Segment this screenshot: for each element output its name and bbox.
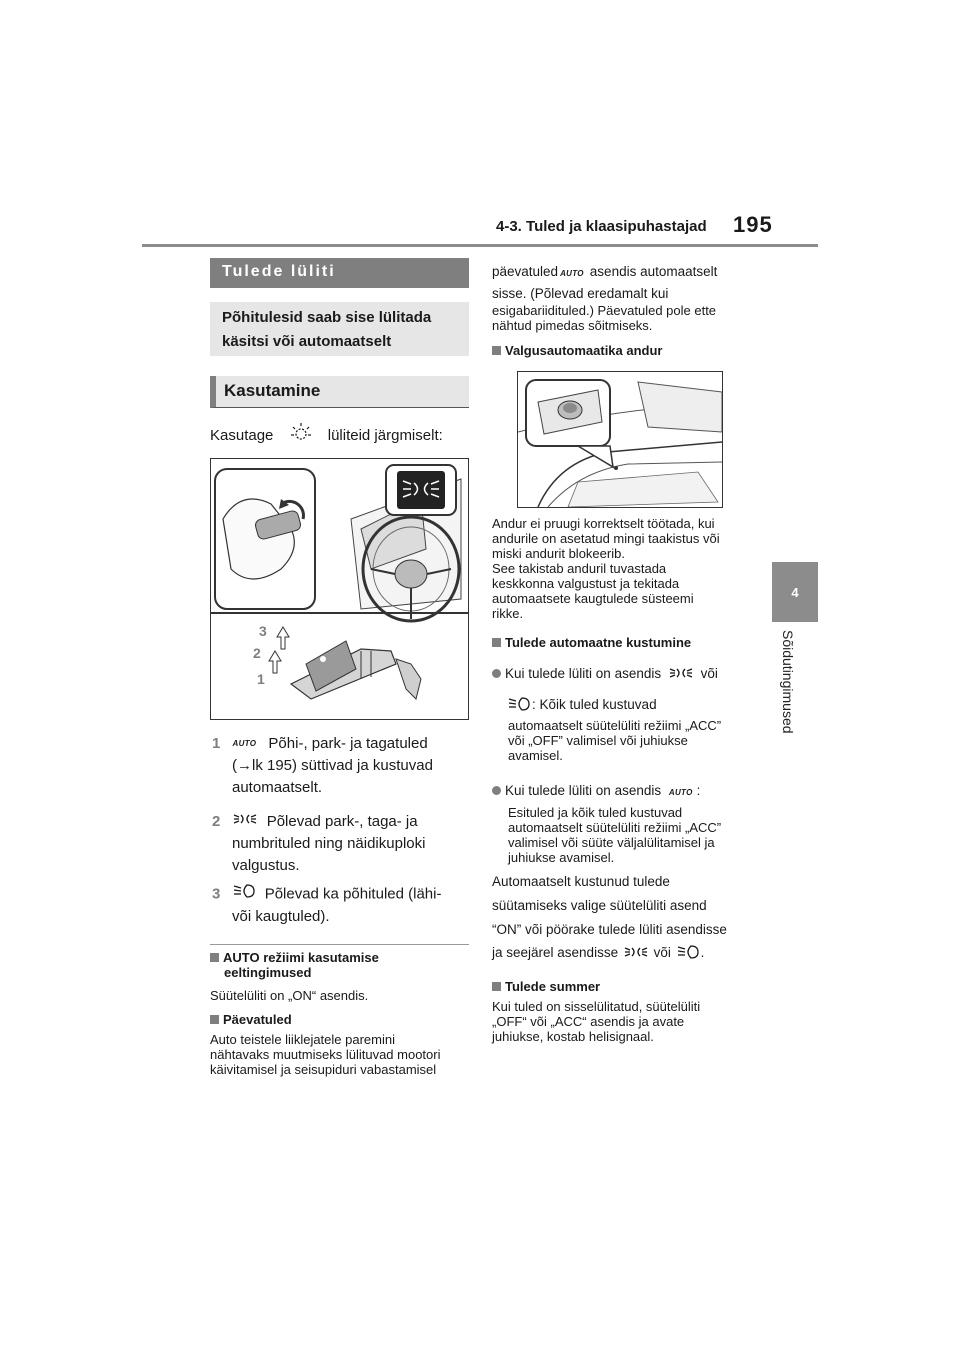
buzzer-heading-text: Tulede summer bbox=[505, 979, 601, 994]
light-switch-icon bbox=[290, 422, 312, 450]
bullet-1-line1 bbox=[492, 666, 762, 683]
page-number: 195 bbox=[733, 212, 773, 237]
item-1-line2: (→lk 195) süttivad ja kustuvad bbox=[232, 757, 433, 775]
sensor-line7: rikke. bbox=[492, 606, 524, 621]
bullet2-text-a: Kui tulede lüliti on asendis bbox=[505, 783, 662, 798]
topic-subtitle: Põhitulesid saab sise lülitada käsitsi või automaatselt bbox=[210, 302, 469, 356]
buzzer-heading bbox=[492, 979, 600, 994]
chapter-tab[interactable]: 4 bbox=[772, 562, 818, 622]
bullet2-text-f: juhiukse avamisel. bbox=[508, 850, 615, 865]
buzzer-line2: „OFF“ või „ACC“ asendis ja avate bbox=[492, 1014, 685, 1029]
headlight-icon bbox=[677, 944, 699, 963]
autooff-heading-text: Tulede automaatne kustumine bbox=[505, 635, 692, 650]
item-2-line1: Põlevad park-, taga- ja bbox=[266, 813, 418, 830]
sensor-line1: Andur ei pruugi korrektselt töötada, kui bbox=[492, 516, 715, 531]
bullet2-text-c: Esituled ja kõik tuled kustuvad bbox=[508, 805, 683, 820]
header-divider bbox=[142, 244, 818, 247]
bullet2-text-b: : bbox=[696, 783, 701, 798]
item-2 bbox=[212, 811, 474, 877]
round-bullet-icon bbox=[492, 786, 501, 795]
item-3-number: 3 bbox=[212, 885, 221, 903]
after-line4c: . bbox=[700, 945, 705, 961]
buzzer-line3: juhiukse, kostab helisignaal. bbox=[492, 1029, 654, 1044]
square-bullet-icon bbox=[210, 1015, 219, 1024]
auto-icon: AUTO bbox=[232, 739, 257, 749]
bullet2-text-d: automaatselt süütelüliti režiimi „ACC” bbox=[508, 820, 722, 835]
item-3 bbox=[212, 883, 474, 928]
headlight-icon bbox=[233, 883, 255, 906]
item-3-line1: Põlevad ka põhituled (lähi- bbox=[264, 885, 442, 903]
bullet2-text-e: valimisel või süüte väljalülitamisel ja bbox=[508, 835, 715, 850]
bullet1-text-e: või „OFF” valimisel või juhiukse bbox=[508, 733, 688, 748]
auto-prereq-heading bbox=[210, 950, 472, 980]
bullet1-text-d: automaatselt süütelüliti režiimi „ACC” bbox=[508, 718, 722, 733]
auto-heading-line2: eeltingimused bbox=[224, 965, 312, 980]
chapter-label: Sõidutingimused bbox=[780, 630, 796, 734]
headlight-icon bbox=[508, 696, 530, 715]
sensor-line6: automaatsete kaugtulede süsteemi bbox=[492, 591, 694, 606]
buzzer-text bbox=[492, 999, 762, 1044]
figure-label-3: 3 bbox=[259, 623, 267, 639]
sensor-line3: miski andurit blokeerib. bbox=[492, 546, 625, 561]
item-1-line1: Põhi-, park- ja tagatuled bbox=[268, 735, 428, 752]
tail-light-icon bbox=[233, 811, 257, 833]
auto-icon: AUTO bbox=[560, 269, 584, 278]
intro-before: Kasutage bbox=[210, 426, 274, 444]
item-2-line2: numbrituled ning näidikuploki bbox=[232, 835, 426, 853]
auto-prereq-text: Süütelüliti on „ON“ asendis. bbox=[210, 988, 369, 1003]
bullet-1-line2 bbox=[508, 696, 768, 715]
daylight-line2: nähtavaks muutmiseks lülituvad mootori bbox=[210, 1047, 441, 1062]
item-2-line3: valgustus. bbox=[232, 857, 300, 875]
bullet1-text-c: : Kõik tuled kustuvad bbox=[532, 697, 657, 713]
item-3-line2: või kaugtuled). bbox=[232, 908, 330, 925]
daylight-cont-line3: esigabariidituled.) Päevatuled pole ette bbox=[492, 303, 717, 318]
sensor-line4: See takistab anduril tuvastada bbox=[492, 561, 667, 576]
after-line1: Automaatselt kustunud tulede bbox=[492, 874, 670, 889]
after-line3: “ON” või pöörake tulede lüliti asendisse bbox=[492, 922, 727, 937]
bullet1-text-f: avamisel. bbox=[508, 748, 563, 763]
square-bullet-icon bbox=[492, 638, 501, 647]
sensor-heading bbox=[492, 343, 663, 358]
square-bullet-icon bbox=[210, 953, 219, 962]
bullet-2-rest bbox=[508, 805, 770, 865]
tail-light-icon bbox=[624, 945, 648, 962]
daylight-line1: Auto teistele liiklejatele paremini bbox=[210, 1032, 395, 1047]
round-bullet-icon bbox=[492, 669, 501, 678]
usage-intro bbox=[210, 422, 472, 450]
item-1 bbox=[212, 733, 474, 799]
buzzer-line1: Kui tuled on sisselülitatud, süütelüliti bbox=[492, 999, 701, 1014]
daylight-continued bbox=[492, 264, 762, 281]
cont-line1b: asendis automaatselt bbox=[589, 264, 718, 279]
figure-label-1: 1 bbox=[257, 671, 265, 687]
item-1-number: 1 bbox=[212, 735, 221, 752]
daylight-cont-line2: sisse. (Põlevad eredamalt kui bbox=[492, 286, 669, 301]
auto-icon: AUTO bbox=[668, 788, 693, 797]
auto-heading-line1: AUTO režiimi kasutamise bbox=[223, 950, 379, 965]
bullet-2-line1 bbox=[492, 783, 762, 800]
daylight-cont-line4: nähtud pimedas sõitmiseks. bbox=[492, 318, 653, 333]
sensor-line2: andurile on asetatud mingi taakistus või bbox=[492, 531, 720, 546]
bullet-1-rest bbox=[508, 718, 770, 763]
intro-after: lüliteid järgmiselt: bbox=[327, 426, 443, 444]
section-title: 4-3. Tuled ja klaasipuhastajad bbox=[496, 218, 707, 235]
bullet1-text-a: Kui tulede lüliti on asendis bbox=[505, 666, 662, 682]
daylight-heading bbox=[210, 1012, 292, 1027]
daylight-line3: käivitamisel ja seisupiduri vabastamisel bbox=[210, 1062, 437, 1077]
after-line4b: või bbox=[653, 945, 671, 961]
light-sensor-figure bbox=[517, 371, 723, 508]
bullet1-text-b: või bbox=[700, 666, 718, 682]
light-switch-figure bbox=[210, 458, 469, 720]
tail-light-icon bbox=[669, 666, 693, 683]
daylight-heading-text: Päevatuled bbox=[223, 1012, 292, 1027]
daylight-text bbox=[210, 1032, 480, 1077]
item-1-line3: automaatselt. bbox=[232, 779, 323, 797]
sensor-heading-text: Valgusautomaatika andur bbox=[505, 343, 663, 358]
sensor-text bbox=[492, 516, 762, 621]
after-line4 bbox=[492, 944, 762, 963]
section-divider bbox=[210, 944, 469, 945]
after-line4a: ja seejärel asendisse bbox=[492, 945, 619, 961]
cont-line1a: päevatuled bbox=[492, 264, 559, 279]
square-bullet-icon bbox=[492, 982, 501, 991]
topic-title: Tulede lüliti bbox=[210, 258, 469, 288]
after-line2: süütamiseks valige süütelüliti asend bbox=[492, 898, 707, 913]
autooff-heading bbox=[492, 635, 691, 650]
square-bullet-icon bbox=[492, 346, 501, 355]
sensor-line5: keskkonna valgustust ja tekitada bbox=[492, 576, 680, 591]
figure-label-2: 2 bbox=[253, 645, 261, 661]
usage-heading: Kasutamine bbox=[210, 376, 469, 408]
item-2-number: 2 bbox=[212, 813, 221, 830]
